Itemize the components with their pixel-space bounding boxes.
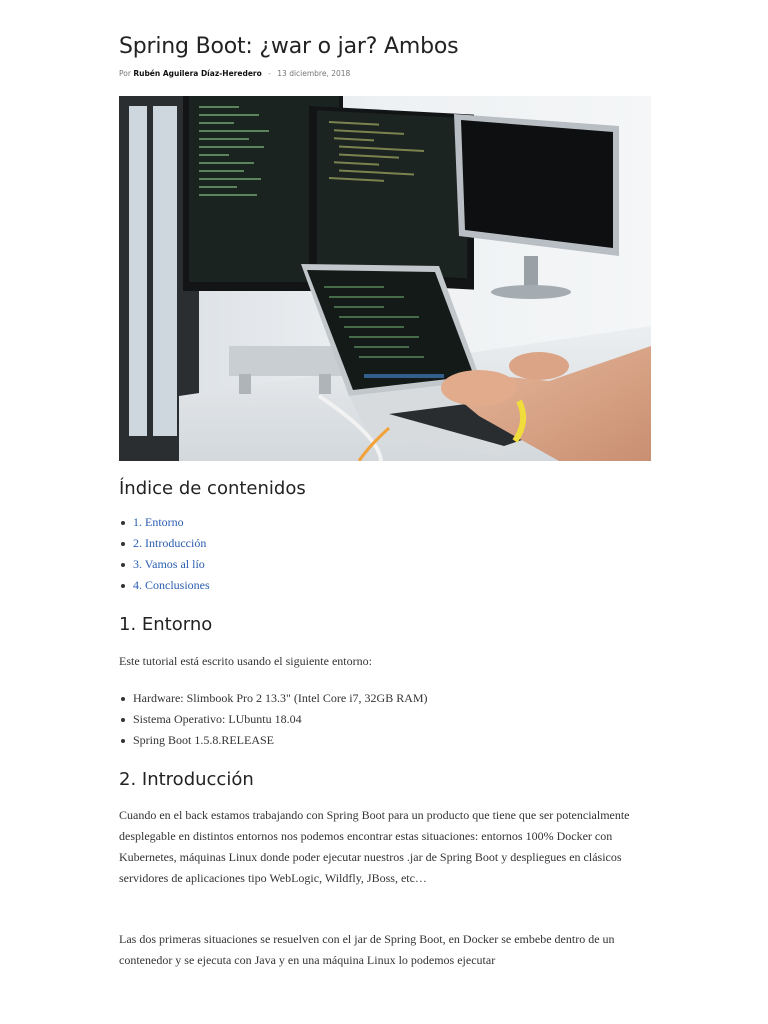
list-item: Spring Boot 1.5.8.RELEASE xyxy=(119,730,428,751)
introduccion-paragraph-2: Las dos primeras situaciones se resuelven con el jar de Spring Boot, en Docker se embebe dentro de un contenedor y se ejecuta con Java y en una máquina Linux lo podemos ejecutar xyxy=(119,932,615,967)
author-link[interactable]: Rubén Aguilera Díaz-Heredero xyxy=(133,69,262,78)
toc-item xyxy=(119,554,210,575)
toc-item xyxy=(119,533,210,554)
toc-item xyxy=(119,575,210,596)
toc-list xyxy=(119,512,210,596)
toc-link-vamos-al-lio[interactable]: 3. Vamos al lío xyxy=(133,557,205,571)
toc-item xyxy=(119,512,210,533)
toc-title: Índice de contenidos xyxy=(119,478,306,499)
publish-date: 13 diciembre, 2018 xyxy=(277,69,351,78)
meta-separator: - xyxy=(268,69,271,78)
section-heading-introduccion: 2. Introducción xyxy=(119,769,254,790)
toc-link-conclusiones[interactable]: 4. Conclusiones xyxy=(133,578,210,592)
hero-illustration xyxy=(119,96,651,461)
entorno-intro-text: Este tutorial está escrito usando el siguiente entorno: xyxy=(119,654,372,668)
toc-link-introduccion[interactable]: 2. Introducción xyxy=(133,536,207,550)
introduccion-paragraph-1: Cuando en el back estamos trabajando con Spring Boot para un producto que tiene que ser potencialmente desplegable en distintos entornos nos podemos encontrar estas situaciones: entornos 100% Docker con Kubernetes, máquinas Linux donde poder ejecutar nuestros .jar de Spring Boot y despliegues en clásicos servidores de aplicaciones tipo WebLogic, Wildfly, JBoss, etc… xyxy=(119,808,630,885)
by-label: Por xyxy=(119,69,131,78)
hero-image xyxy=(119,96,651,461)
environment-list xyxy=(119,688,428,751)
section-heading-entorno: 1. Entorno xyxy=(119,614,213,635)
article-meta xyxy=(119,69,350,78)
list-item: Hardware: Slimbook Pro 2 13.3" (Intel Core i7, 32GB RAM) xyxy=(119,688,428,709)
list-item: Sistema Operativo: LUbuntu 18.04 xyxy=(119,709,428,730)
toc-link-entorno[interactable]: 1. Entorno xyxy=(133,515,184,529)
article-title: Spring Boot: ¿war o jar? Ambos xyxy=(119,34,459,59)
